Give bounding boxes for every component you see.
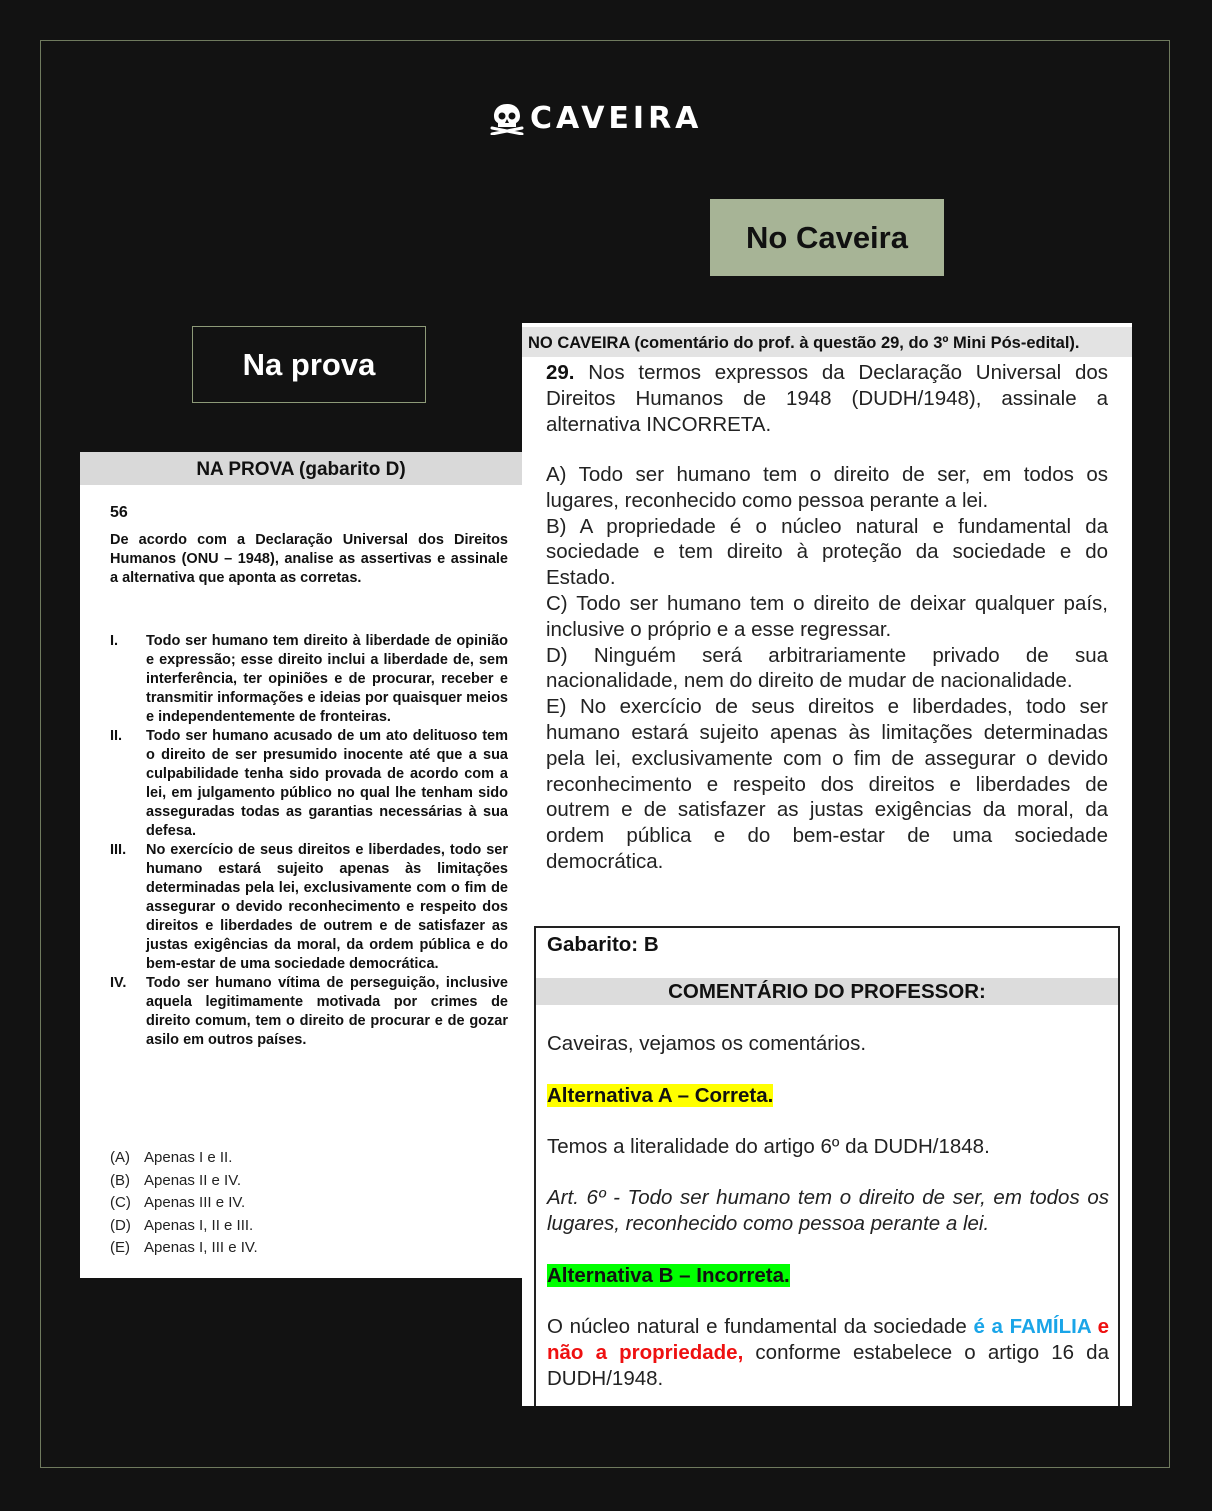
assertion-text: Todo ser humano vítima de perseguição, inclusive aquela legitimamente motivada por crimes de direito comum, tem o direito de procurar e de gozar asilo em outros países.	[146, 975, 508, 1048]
gabarito: Gabarito: B	[547, 933, 659, 956]
alt-b-heading	[547, 1263, 1109, 1289]
alt-b-label: Alternativa B – Incorreta.	[547, 1264, 790, 1287]
prova-header: NA PROVA (gabarito D)	[80, 452, 522, 485]
alt-b-part1: O núcleo natural e fundamental da sociedade	[547, 1315, 974, 1338]
assertion-text: Todo ser humano tem direito à liberdade de opinião e expressão; esse direito inclui a liberdade de, sem interferência, ter opiniões e de procurar, receber e transmitir informações e ideias por quaisquer meios e independentemente de fronteiras.	[146, 633, 508, 725]
caveira-option-a: A) Todo ser humano tem o direito de ser, em todos os lugares, reconhecido como pessoa perante a lei.	[546, 463, 1108, 512]
caveira-card	[522, 323, 1132, 1406]
assertion-number: III.	[110, 842, 127, 858]
na-prova-badge: Na prova	[192, 326, 426, 403]
caveira-option-e: E) No exercício de seus direitos e liberdades, todo ser humano estará sujeito apenas às limitações determinadas pela lei, exclusivamente com o fim de assegurar o devido reconhecimento e respeito dos direitos e liberdades de outrem e de satisfazer as justas exigências da moral, da ordem pública e do bem-estar de uma sociedade democrática.	[546, 695, 1108, 873]
option-item	[110, 1147, 258, 1170]
prova-question-number: 56	[110, 504, 128, 521]
assertion-text: No exercício de seus direitos e liberdades, todo ser humano estará sujeito apenas às limitações determinadas pela lei, exclusivamente com o fim de assegurar o devido reconhecimento e respeito dos direitos e liberdades de outrem e de satisfazer as justas exigências da moral, da ordem pública e do bem-estar de uma sociedade democrática.	[146, 842, 508, 972]
caveira-question-text: Nos termos expressos da Declaração Universal dos Direitos Humanos de 1948 (DUDH/1948), assinale a alternativa INCORRETA.	[546, 361, 1108, 436]
no-caveira-badge: No Caveira	[710, 199, 944, 276]
alt-a-heading	[547, 1083, 1109, 1109]
option-text: Apenas I, II e III.	[144, 1216, 254, 1234]
brand-name: CAVEIRA	[530, 101, 703, 136]
option-text: Apenas I e II.	[144, 1149, 233, 1166]
prova-options	[110, 1147, 258, 1260]
assertion-number: IV.	[110, 975, 127, 991]
option-text: Apenas II e IV.	[144, 1171, 242, 1189]
caveira-question	[546, 360, 1108, 437]
option-item	[110, 1170, 258, 1193]
caveira-option-d: D) Ninguém será arbitrariamente privado de sua nacionalidade, nem do direito de mudar de nacionalidade.	[546, 643, 1108, 693]
brand-logo	[490, 102, 702, 136]
caveira-header-bar	[522, 327, 1132, 357]
prova-assertions	[110, 632, 508, 1050]
assertion-item	[110, 727, 508, 841]
option-letter: (C)	[110, 1194, 131, 1212]
prova-question-text: De acordo com a Declaração Universal dos Direitos Humanos (ONU – 1948), analise as assertivas e assinale a alternativa que aponta as corretas.	[110, 532, 508, 586]
caveira-option-c: C) Todo ser humano tem o direito de deixar qualquer país, inclusive o próprio e a esse regressar.	[546, 591, 1108, 641]
caveira-options	[546, 462, 1108, 875]
alt-b-propriedade: e não a propriedade,	[547, 1315, 1109, 1364]
caveira-header: NO CAVEIRA (comentário do prof. à questão 29, do 3º Mini Pós-edital).	[528, 334, 1080, 352]
alt-b-text	[547, 1314, 1109, 1391]
alt-b-part2: conforme estabelece o artigo 16 da DUDH/1948.	[547, 1340, 1109, 1390]
answer-box	[534, 926, 1120, 1406]
assertion-text: Todo ser humano acusado de um ato delituoso tem o direito de ser presumido inocente até que a sua culpabilidade tenha sido provada de acordo com a lei, em julgamento público no qual lhe tenham sido asseguradas todas as garantias necessárias à sua defesa.	[146, 728, 508, 839]
option-item	[110, 1192, 258, 1215]
caveira-option-b: B) A propriedade é o núcleo natural e fundamental da sociedade e tem direito à proteção da sociedade e do Estado.	[546, 514, 1108, 590]
assertion-number: I.	[110, 633, 119, 649]
assertion-item	[110, 632, 508, 727]
alt-a-text: Temos a literalidade do artigo 6º da DUDH/1848.	[547, 1135, 990, 1158]
option-letter: (A)	[110, 1149, 130, 1166]
option-item	[110, 1215, 258, 1238]
option-text: Apenas III e IV.	[144, 1194, 246, 1212]
assertion-number: II.	[110, 728, 123, 744]
option-letter: (D)	[110, 1216, 131, 1234]
alt-a-quote: Art. 6º - Todo ser humano tem o direito de ser, em todos os lugares, reconhecido como pessoa perante a lei.	[547, 1186, 1109, 1235]
option-letter: (E)	[110, 1239, 130, 1257]
alt-b-familia: é a FAMÍLIA	[973, 1315, 1091, 1338]
comment-header: COMENTÁRIO DO PROFESSOR:	[536, 978, 1118, 1005]
option-text: Apenas I, III e IV.	[144, 1239, 258, 1257]
comment-intro: Caveiras, vejamos os comentários.	[547, 1032, 867, 1055]
alt-a-label: Alternativa A – Correta.	[547, 1084, 774, 1107]
option-letter: (B)	[110, 1171, 130, 1189]
caveira-question-number: 29.	[546, 361, 575, 384]
prova-card	[80, 452, 522, 1278]
skull-icon	[490, 103, 524, 135]
assertion-item	[110, 974, 508, 1050]
option-item	[110, 1237, 258, 1260]
assertion-item	[110, 841, 508, 974]
